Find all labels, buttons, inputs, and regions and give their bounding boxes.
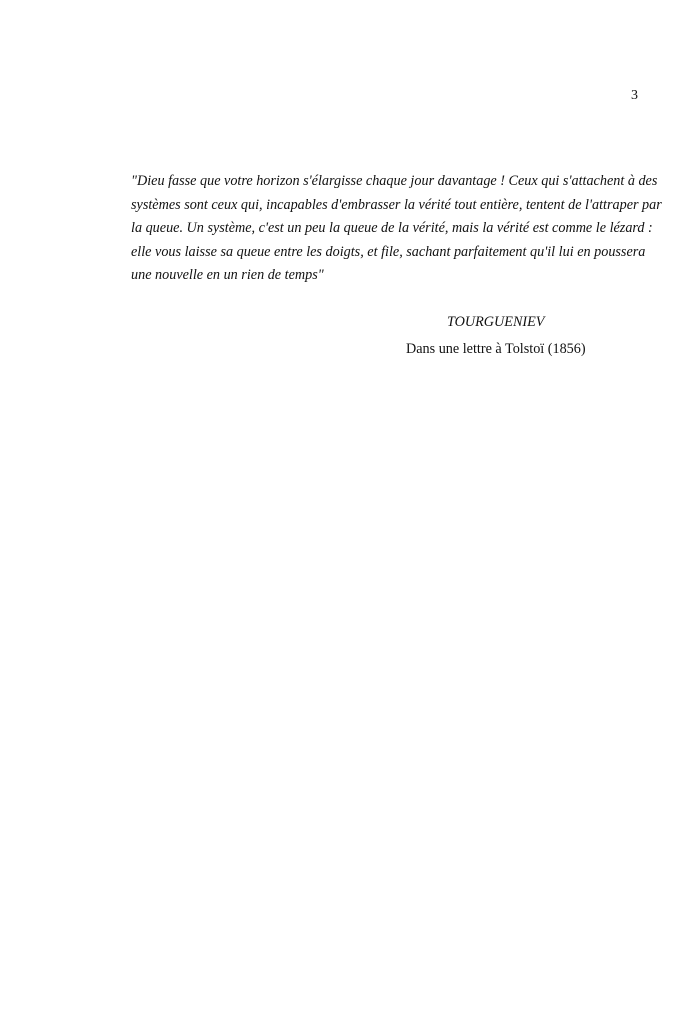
attribution-author: TOURGUENIEV: [447, 314, 545, 330]
quote-line: la queue. Un système, c'est un peu la queue de la vérité, mais la vérité est comme le lézard :: [131, 220, 653, 237]
quote-line: systèmes sont ceux qui, incapables d'embrasser la vérité tout entière, tentent de l'attraper par: [131, 196, 662, 213]
attribution-source: Dans une lettre à Tolstoï (1856): [406, 341, 586, 357]
quote-line: "Dieu fasse que votre horizon s'élargisse chaque jour davantage ! Ceux qui s'attachent à des: [131, 173, 658, 189]
quote-line: elle vous laisse sa queue entre les doigts, et file, sachant parfaitement qu'il lui en poussera: [131, 243, 646, 260]
epigraph-quote: [131, 170, 662, 288]
quote-line: une nouvelle en un rien de temps": [131, 267, 324, 284]
page-number: 3: [631, 88, 638, 103]
